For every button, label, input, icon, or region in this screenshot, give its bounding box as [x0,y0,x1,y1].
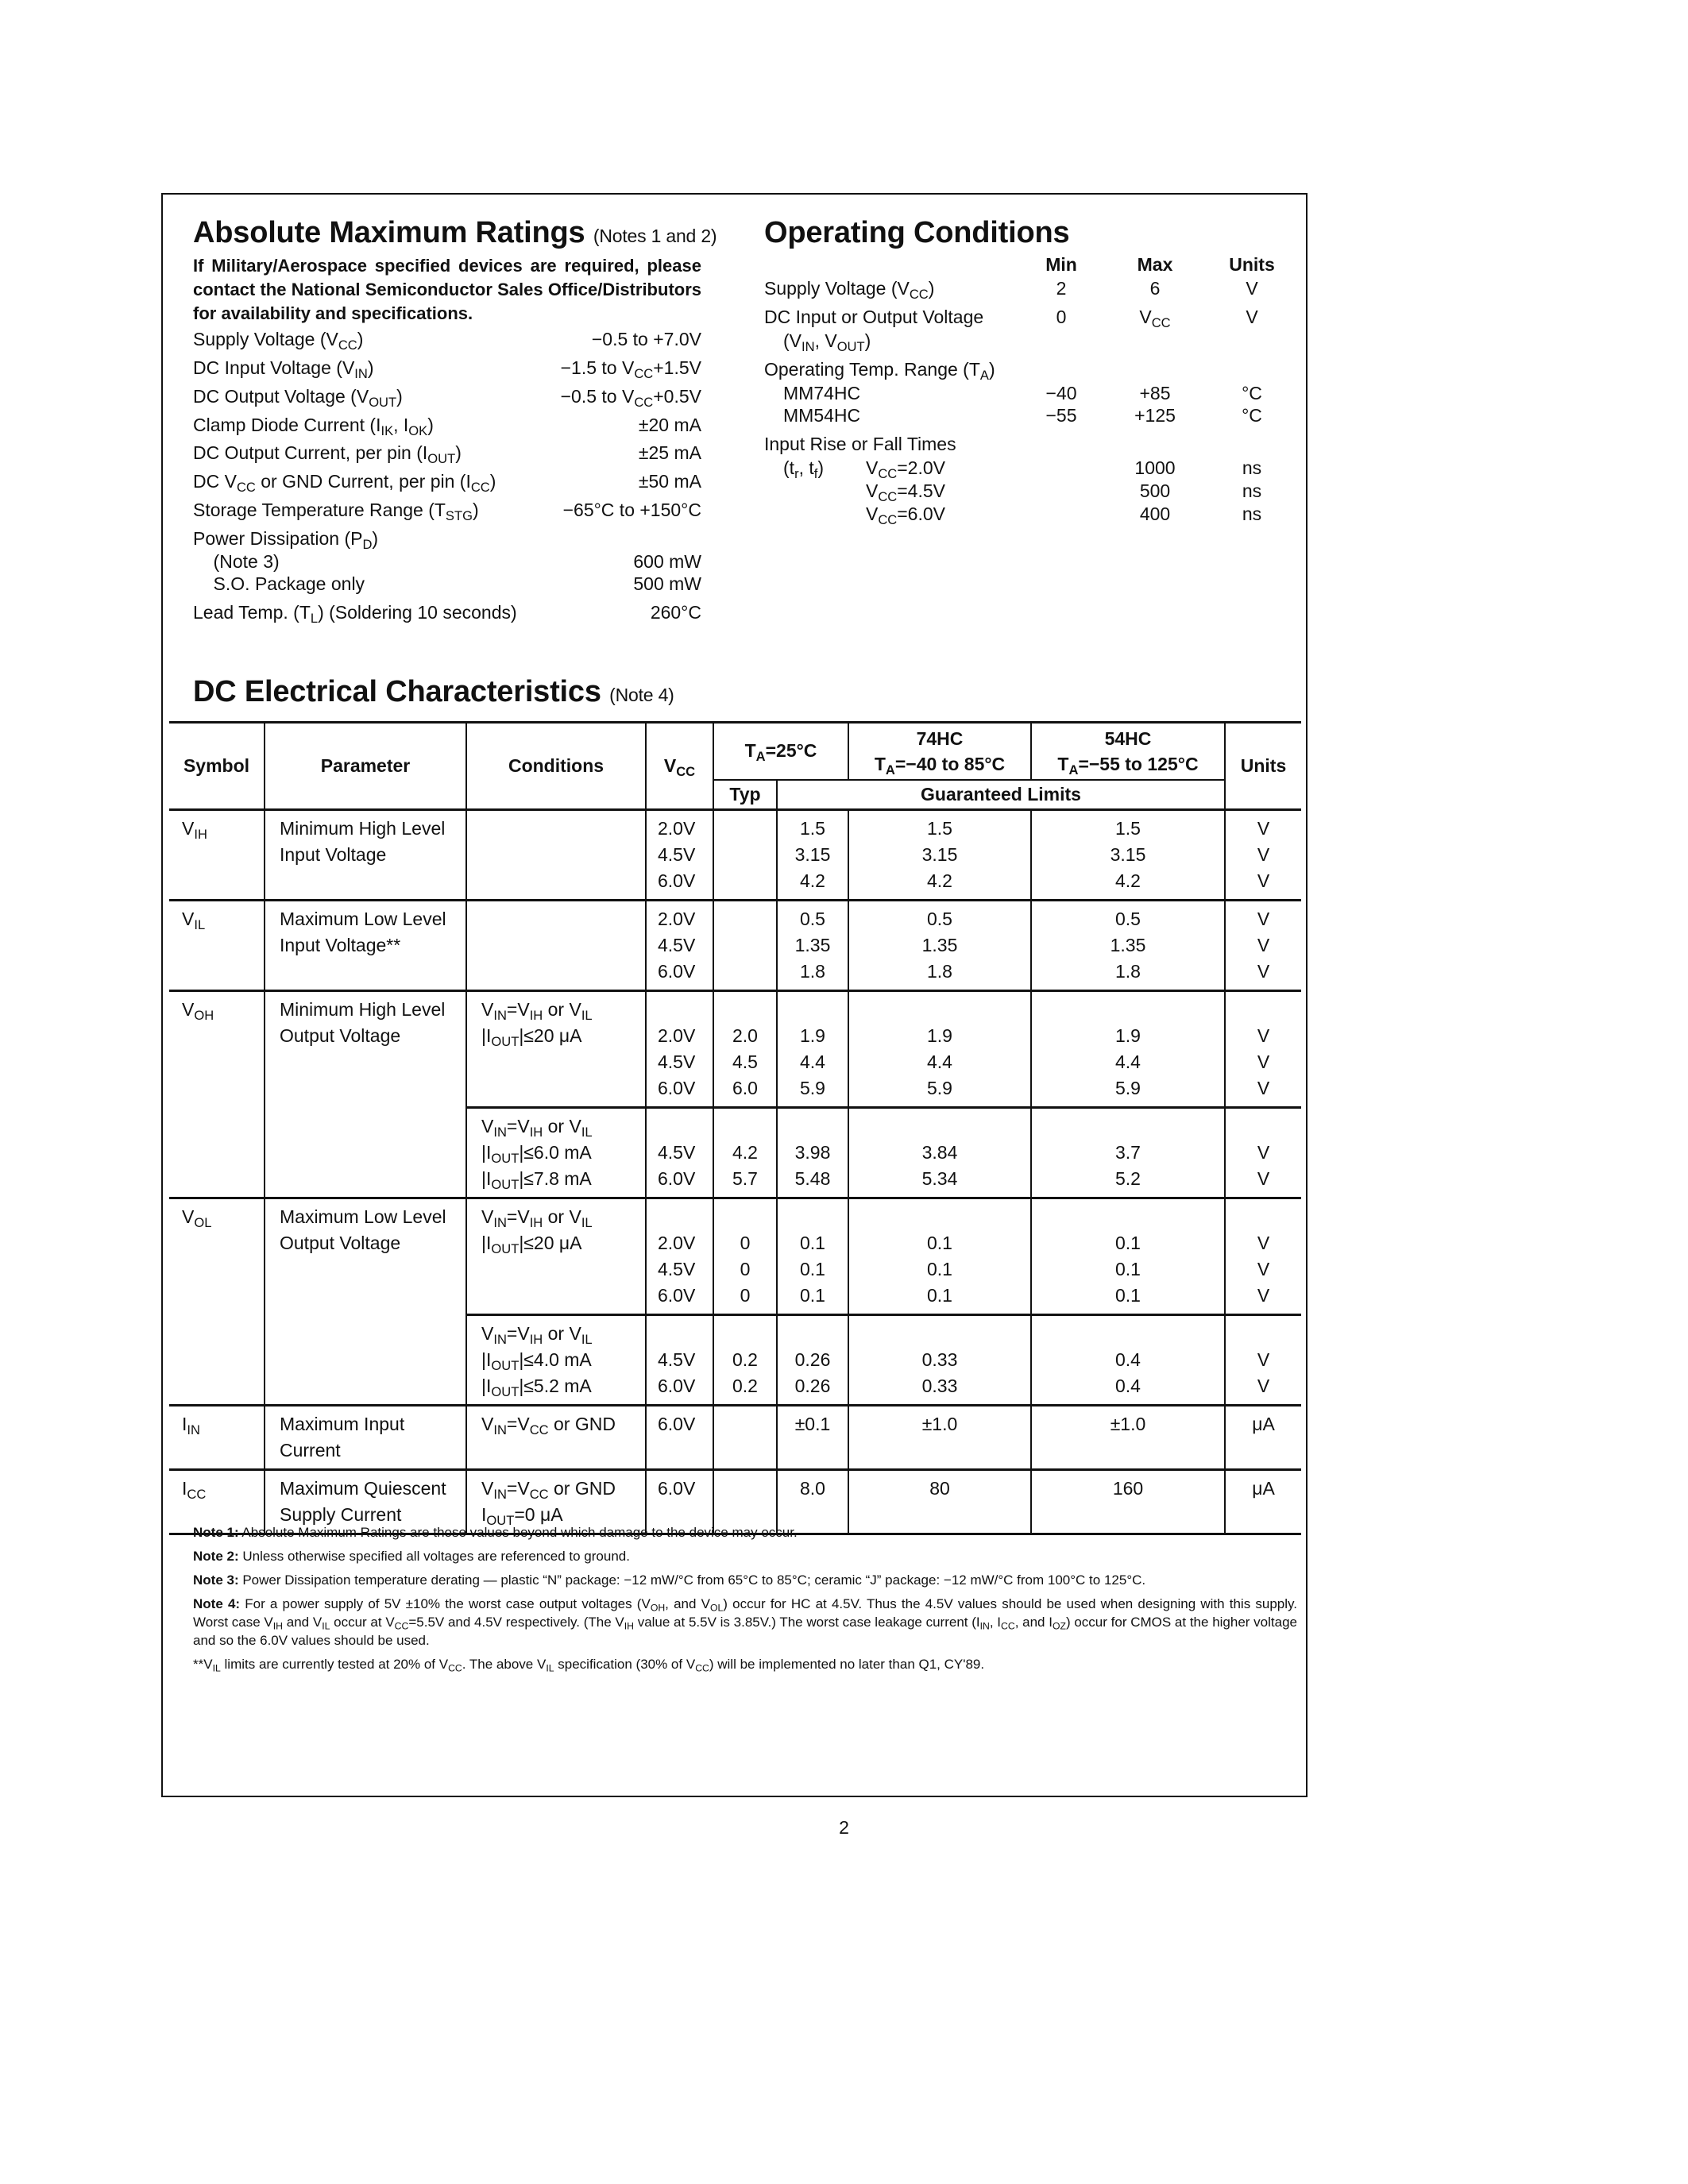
oc-dcio-label1: DC Input or Output Voltage [764,307,984,327]
dc-cell-hc54: 3.7 5.2 [1115,1142,1141,1189]
oc-temp-54-units: °C [1242,405,1262,426]
dc-cell-typ [714,811,776,820]
dc-cell-typ: 2.0 4.5 6.0 [732,1025,758,1098]
dc-cell-hc74: ±1.0 [921,1414,958,1434]
dc-header-parameter: Parameter [265,723,466,810]
dc-cell-typ: 4.2 5.7 [732,1142,758,1189]
dc-header-conditions: Conditions [466,723,646,810]
amr-row-value: 500 mW [633,573,701,594]
dc-cell-typ: 0.2 0.2 [732,1349,758,1396]
dc-header-symbol: Symbol [169,723,265,810]
dc-cell-conditions [467,811,645,820]
footnote: Note 1: Absolute Maximum Ratings are those values beyond which damage to the device may occur. [193,1525,798,1540]
oc-temp-54-min: −55 [1045,405,1077,426]
amr-row-value: ±25 mA [638,442,701,463]
dc-cell-vcc: 6.0V [658,1414,696,1434]
oc-supply-label: Supply Voltage $(V_{CC})$ [764,278,935,302]
amr-row-label: Supply Voltage $(V_{CC})$ [193,329,364,353]
dc-cell-hc54: 160 [1112,1478,1144,1499]
dc-cell-parameter: Maximum Quiescent Supply Current [280,1478,446,1525]
dc-cell-vcc: 6.0V [658,1478,696,1499]
amr-row-label: DC Output Current, per pin $(I_{OUT})$ [193,442,462,466]
notes-section [193,1523,1297,1679]
oc-dcio-min: 0 [1056,307,1067,327]
dc-header-54hc-label: 54HC [1104,727,1152,749]
amr-row-label: S.O. Package only [193,573,365,594]
amr-row-value: −0.5 to $V_{CC}+0.5V$ [560,386,701,410]
dc-cell-hc74: 80 [929,1478,950,1499]
oc-rise-cond-1: $V_{CC}=2.0V$ [866,457,945,481]
dc-cell-conditions: $V_{IN}=V_{IH}$ or $V_{IL}$ $|I_{OUT}|\le 4.0$ mA $|I_{OUT}|\le 5.2$ mA [481,1323,593,1399]
dc-cell-vcc: 4.5V 6.0V [658,1349,696,1396]
dc-cell-conditions: $V_{IN}=V_{CC}$ or GND $I_{OUT}=0$ μA [481,1478,616,1528]
oc-temp-54-label: MM54HC [783,405,861,426]
oc-rise-units-1: ns [1242,457,1262,478]
amr-notes-ref: (Notes 1 and 2) [593,226,717,246]
oc-temp-74-min: −40 [1045,383,1077,403]
page-number: 2 [839,1817,849,1838]
oc-temp-label: Operating Temp. Range $(T_A)$ [764,359,995,383]
dc-cell-vcc: 2.0V 4.5V 6.0V [658,1025,696,1098]
oc-title: Operating Conditions [764,216,1070,249]
oc-dcio-max: $V_{CC}$ [1139,307,1171,330]
oc-rise-max-2: 500 [1139,480,1171,501]
dc-header-ta25: $T_A=25^\circ C$ [713,723,848,780]
dc-cell-symbol: $V_{OL}$ [182,1206,212,1230]
dc-cell-hc54: 1.9 4.4 5.9 [1115,1025,1141,1098]
oc-header-max: Max [1137,254,1173,275]
dc-cell-conditions: $V_{IN}=V_{CC}$ or GND [481,1414,616,1437]
amr-row-value: −1.5 to $V_{CC}+1.5V$ [560,357,701,381]
table-row [169,1198,1301,1315]
table-row [169,1406,1301,1470]
amr-row-label: Clamp Diode Current ($I_{IK}$, $I_{OK}$) [193,415,434,438]
dc-cell-typ [714,901,776,911]
dc-cell-typ: 0 0 0 [740,1233,751,1306]
dc-cell-hc54: ±1.0 [1110,1414,1146,1434]
oc-rise-units-2: ns [1242,480,1262,501]
oc-rise-cond-3: $V_{CC}=6.0V$ [866,504,945,527]
dc-cell-hc74: 1.5 3.15 4.2 [921,818,958,891]
dc-cell-hc74: 3.84 5.34 [921,1142,958,1189]
dc-cell-hc54: 1.5 3.15 4.2 [1110,818,1146,891]
dc-cell-units: V V V [1257,1233,1270,1306]
dc-cell-hc54: 0.5 1.35 1.8 [1110,909,1146,982]
dc-cell-symbol: $V_{IL}$ [182,909,206,932]
dc-table [169,721,1301,1535]
oc-rise-cond-2: $V_{CC}=4.5V$ [866,480,945,504]
dc-cell-vcc: 2.0V 4.5V 6.0V [658,1233,696,1306]
dc-cell-typ [714,1471,776,1480]
dc-cell-parameter: Maximum Low Level Input Voltage** [280,909,446,955]
dc-header-guaranteed: Guaranteed Limits [777,780,1225,810]
dc-cell-hc54: 0.1 0.1 0.1 [1115,1233,1141,1306]
amr-row-label: DC Output Voltage $(V_{OUT})$ [193,386,403,410]
amr-title: Absolute Maximum Ratings (Notes 1 and 2) [193,216,717,249]
dc-header-54hc-range: $T_A=-55$ to 125°C [1057,753,1199,778]
dc-cell-units: V V [1257,1349,1270,1396]
amr-row-label: Lead Temp. $(T_L)$ (Soldering 10 seconds) [193,602,517,626]
oc-rise-tlabel: ($t_r$, $t_f$) [783,457,825,481]
dc-cell-hc74: 0.1 0.1 0.1 [927,1233,952,1306]
dc-header-74hc-range: $T_A=-40$ to 85°C [874,753,1006,778]
dc-header-74hc [848,723,1031,780]
dc-cell-symbol: $I_{IN}$ [182,1414,200,1437]
dc-note-ref: (Note 4) [609,685,674,705]
oc-rise-max-3: 400 [1139,504,1171,524]
dc-header-typ: Typ [713,780,777,810]
dc-cell-vcc: 2.0V 4.5V 6.0V [658,909,696,982]
dc-cell-lim25: 3.98 5.48 [794,1142,831,1189]
dc-cell-lim25: 1.5 3.15 4.2 [794,818,831,891]
amr-row-label: Storage Temperature Range $(T_{STG})$ [193,500,479,523]
dc-header-74hc-label: 74HC [916,727,964,749]
dc-cell-vcc: 2.0V 4.5V 6.0V [658,818,696,891]
dc-cell-lim25: 0.26 0.26 [794,1349,831,1396]
dc-cell-units: μA [1252,1414,1275,1434]
oc-temp-54-max: +125 [1134,405,1176,426]
dc-title: DC Electrical Characteristics (Note 4) [193,675,674,708]
oc-supply-min: 2 [1056,278,1067,299]
dc-cell-typ [714,1406,776,1416]
dc-cell-parameter: Maximum Input Current [280,1414,405,1461]
dc-cell-units: μA [1252,1478,1275,1499]
oc-header-units: Units [1229,254,1275,275]
dc-cell-lim25: 0.5 1.35 1.8 [794,909,831,982]
dc-cell-conditions: $V_{IN}=V_{IH}$ or $V_{IL}$ $|I_{OUT}|\le 20$ μA [481,1206,593,1256]
table-row [169,901,1301,991]
dc-cell-lim25: 1.9 4.4 5.9 [800,1025,825,1098]
oc-temp-74-units: °C [1242,383,1262,403]
amr-row-value: −65°C to +150°C [562,500,701,520]
dc-cell-conditions [467,901,645,911]
dc-cell-parameter: Minimum High Level Output Voltage [280,999,446,1046]
oc-rise-max-1: 1000 [1134,457,1176,478]
footnote: $**V_{IL}$ limits are currently tested at 20% of $V_{CC}$. The above $V_{IL}$ specification (30% of $V_{CC}$) will be implemented no later than Q1, CY'89. [193,1657,985,1674]
amr-row-value: ±50 mA [638,471,701,492]
oc-supply-max: 6 [1149,278,1161,299]
table-row [169,810,1301,901]
dc-cell-conditions: $V_{IN}=V_{IH}$ or $V_{IL}$ $|I_{OUT}|\le 20$ μA [481,999,593,1049]
oc-temp-74-max: +85 [1139,383,1171,403]
amr-row-label: DC Input Voltage $(V_{IN})$ [193,357,374,381]
oc-temp-74-label: MM74HC [783,383,861,403]
dc-cell-lim25: 0.1 0.1 0.1 [800,1233,825,1306]
dc-cell-lim25: 8.0 [800,1478,825,1499]
dc-cell-conditions: $V_{IN}=V_{IH}$ or $V_{IL}$ $|I_{OUT}|\le 6.0$ mA $|I_{OUT}|\le 7.8$ mA [481,1116,593,1192]
oc-rise-units-3: ns [1242,504,1262,524]
dc-cell-units: V V [1257,1142,1270,1189]
dc-cell-units: V V V [1257,1025,1270,1098]
amr-row-value: −0.5 to +7.0V [591,329,701,349]
footnote: Note 2: Unless otherwise specified all voltages are referenced to ground. [193,1549,630,1564]
amr-row-value: ±20 mA [638,415,701,435]
amr-row-label: DC $V_{CC}$ or GND Current, per pin $(I_{CC})$ [193,471,496,495]
oc-header-min: Min [1045,254,1077,275]
dc-cell-vcc: 4.5V 6.0V [658,1142,696,1189]
dc-cell-symbol: $V_{IH}$ [182,818,207,842]
dc-cell-hc54: 0.4 0.4 [1115,1349,1141,1396]
dc-cell-lim25: ±0.1 [794,1414,831,1434]
oc-supply-units: V [1246,278,1258,299]
dc-header-vcc: $V_{CC}$ [646,723,713,810]
dc-table-body [169,810,1301,1534]
dc-cell-parameter: Maximum Low Level Output Voltage [280,1206,446,1253]
dc-cell-units: V V V [1257,909,1270,982]
dc-header-units: Units [1225,723,1301,810]
amr-row-value: 600 mW [633,551,701,572]
oc-rise-label: Input Rise or Fall Times [764,434,956,454]
dc-cell-hc74: 0.5 1.35 1.8 [921,909,958,982]
dc-cell-parameter: Minimum High Level Input Voltage [280,818,446,865]
dc-cell-symbol: $V_{OH}$ [182,999,214,1023]
dc-cell-hc74: 1.9 4.4 5.9 [927,1025,952,1098]
table-row [169,991,1301,1108]
amr-row-value: 260°C [650,602,701,623]
footnote: Note 4: For a power supply of 5V ±10% the worst case output voltages ($V_{OH}$, and $V_{OL}$) occur for HC at 4.5V. Thus the 4.5V values should be used when designing with this supply. Worst case $V_{IH}$ and $V_{IL}$ occur at $V_{CC}=5.5V$ and 4.5V respectively. (The $V_{IH}$ value at 5.5V is 3.85V.) The worst case leakage current ($I_{IN}$, $I_{CC}$, and $I_{OZ}$) occur for CMOS at the higher voltage and so the 6.0V values should be used. [193,1596,1297,1648]
amr-row-label: Power Dissipation $(P_D)$ [193,528,379,552]
dc-cell-units: V V V [1257,818,1270,891]
dc-cell-symbol: $I_{CC}$ [182,1478,207,1502]
oc-dcio-units: V [1246,307,1258,327]
dc-header-54hc [1031,723,1225,780]
oc-dcio-label2: ($V_{IN}$, $V_{OUT}$) [783,330,871,354]
footnote: Note 3: Power Dissipation temperature derating — plastic “N” package: −12 mW/°C from 65°C to 85°C; ceramic “J” package: −12 mW/°C from 100°C to 125°C. [193,1572,1146,1588]
dc-cell-hc74: 0.33 0.33 [921,1349,958,1396]
amr-row-label: (Note 3) [193,551,280,572]
military-notice: If Military/Aerospace specified devices are required, please contact the National Semiconductor Sales Office/Distributors for availability and specifications. [193,256,701,323]
